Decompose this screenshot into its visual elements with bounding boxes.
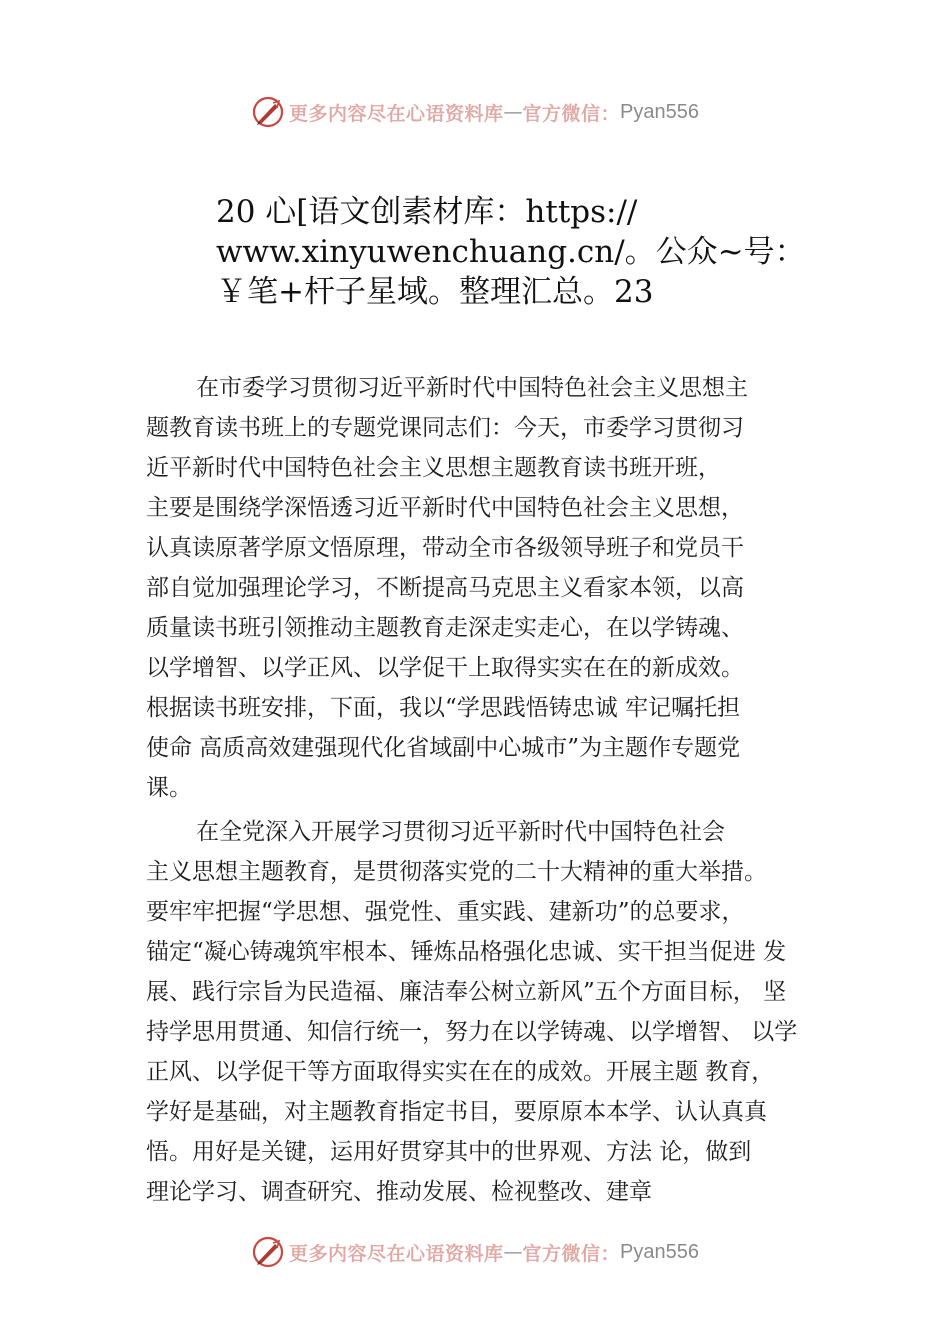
document-title xyxy=(216,192,816,312)
text-line: 持学思用贯通、知信行统一，努力在以学铸魂、以学增智、 以学 xyxy=(146,1019,798,1045)
text-line: 部自觉加强理论学习，不断提高马克思主义看家本领，以高 xyxy=(146,575,744,601)
text-line: 根据读书班安排，下面，我以“学思践悟铸忠诚 牢记嘱托担 xyxy=(146,695,741,721)
footer-banner xyxy=(0,1232,950,1272)
banner-wechat-handle: Pyan556 xyxy=(620,100,699,123)
title-line: www.xinyuwenchuang.cn/。公众~号： xyxy=(216,234,806,270)
text-line: 在市委学习贯彻习近平新时代中国特色社会主义思想主 xyxy=(196,375,748,401)
text-line: 质量读书班引领推动主题教育走深走实走心，在以学铸魂、 xyxy=(146,615,744,641)
banner-separator: — xyxy=(503,101,523,123)
text-line: 理论学习、调查研究、推动发展、检视整改、建章 xyxy=(146,1179,652,1205)
text-line: 主要是围绕学深悟透习近平新时代中国特色社会主义思想， xyxy=(146,495,744,521)
paragraph-1 xyxy=(146,368,836,808)
banner-wechat-label: 官方微信： xyxy=(522,1242,621,1265)
text-line: 以学增智、以学正风、以学促干上取得实实在在的新成效。 xyxy=(146,655,744,681)
banner-separator: — xyxy=(503,1241,523,1263)
text-line: 展、践行宗旨为民造福、廉洁奉公树立新风”五个方面目标， 坚 xyxy=(146,979,787,1005)
title-line: 20 心[语文创素材库：https:// xyxy=(216,194,638,230)
text-line: 悟。用好是关键，运用好贯穿其中的世界观、方法 论，做到 xyxy=(146,1139,752,1165)
text-line: 学好是基础，对主题教育指定书目，要原原本本学、认认真真 xyxy=(146,1099,767,1125)
banner-wechat-label: 官方微信： xyxy=(522,102,621,125)
document-body xyxy=(146,368,836,1212)
text-line: 要牢牢把握“学思想、强党性、重实践、建新功”的总要求， xyxy=(146,899,745,925)
text-line: 课。 xyxy=(146,775,192,801)
banner-brand: 更多内容尽在心语资料库 xyxy=(289,1242,504,1265)
text-line: 正风、以学促干等方面取得实实在在的成效。开展主题 教育， xyxy=(146,1059,775,1085)
text-line: 近平新时代中国特色社会主义思想主题教育读书班开班， xyxy=(146,455,721,481)
pen-seal-logo-icon xyxy=(251,1235,285,1269)
paragraph-2 xyxy=(146,812,836,1212)
text-line: 锚定“凝心铸魂筑牢根本、锤炼品格强化忠诚、实干担当促进 发 xyxy=(146,939,787,965)
text-line: 在全党深入开展学习贯彻习近平新时代中国特色社会 xyxy=(196,819,725,845)
text-line: 题教育读书班上的专题党课同志们：今天，市委学习贯彻习 xyxy=(146,415,744,441)
text-line: 主义思想主题教育，是贯彻落实党的二十大精神的重大举措。 xyxy=(146,859,767,885)
pen-seal-logo-icon xyxy=(251,95,285,129)
banner-brand: 更多内容尽在心语资料库 xyxy=(289,102,504,125)
header-banner xyxy=(0,92,950,132)
text-line: 认真读原著学原文悟原理，带动全市各级领导班子和党员干 xyxy=(146,535,744,561)
text-line: 使命 高质高效建强现代化省域副中心城市”为主题作专题党 xyxy=(146,735,741,761)
banner-wechat-handle: Pyan556 xyxy=(620,1240,699,1263)
title-line: ￥笔+杆子星域。整理汇总。23 xyxy=(216,274,654,310)
